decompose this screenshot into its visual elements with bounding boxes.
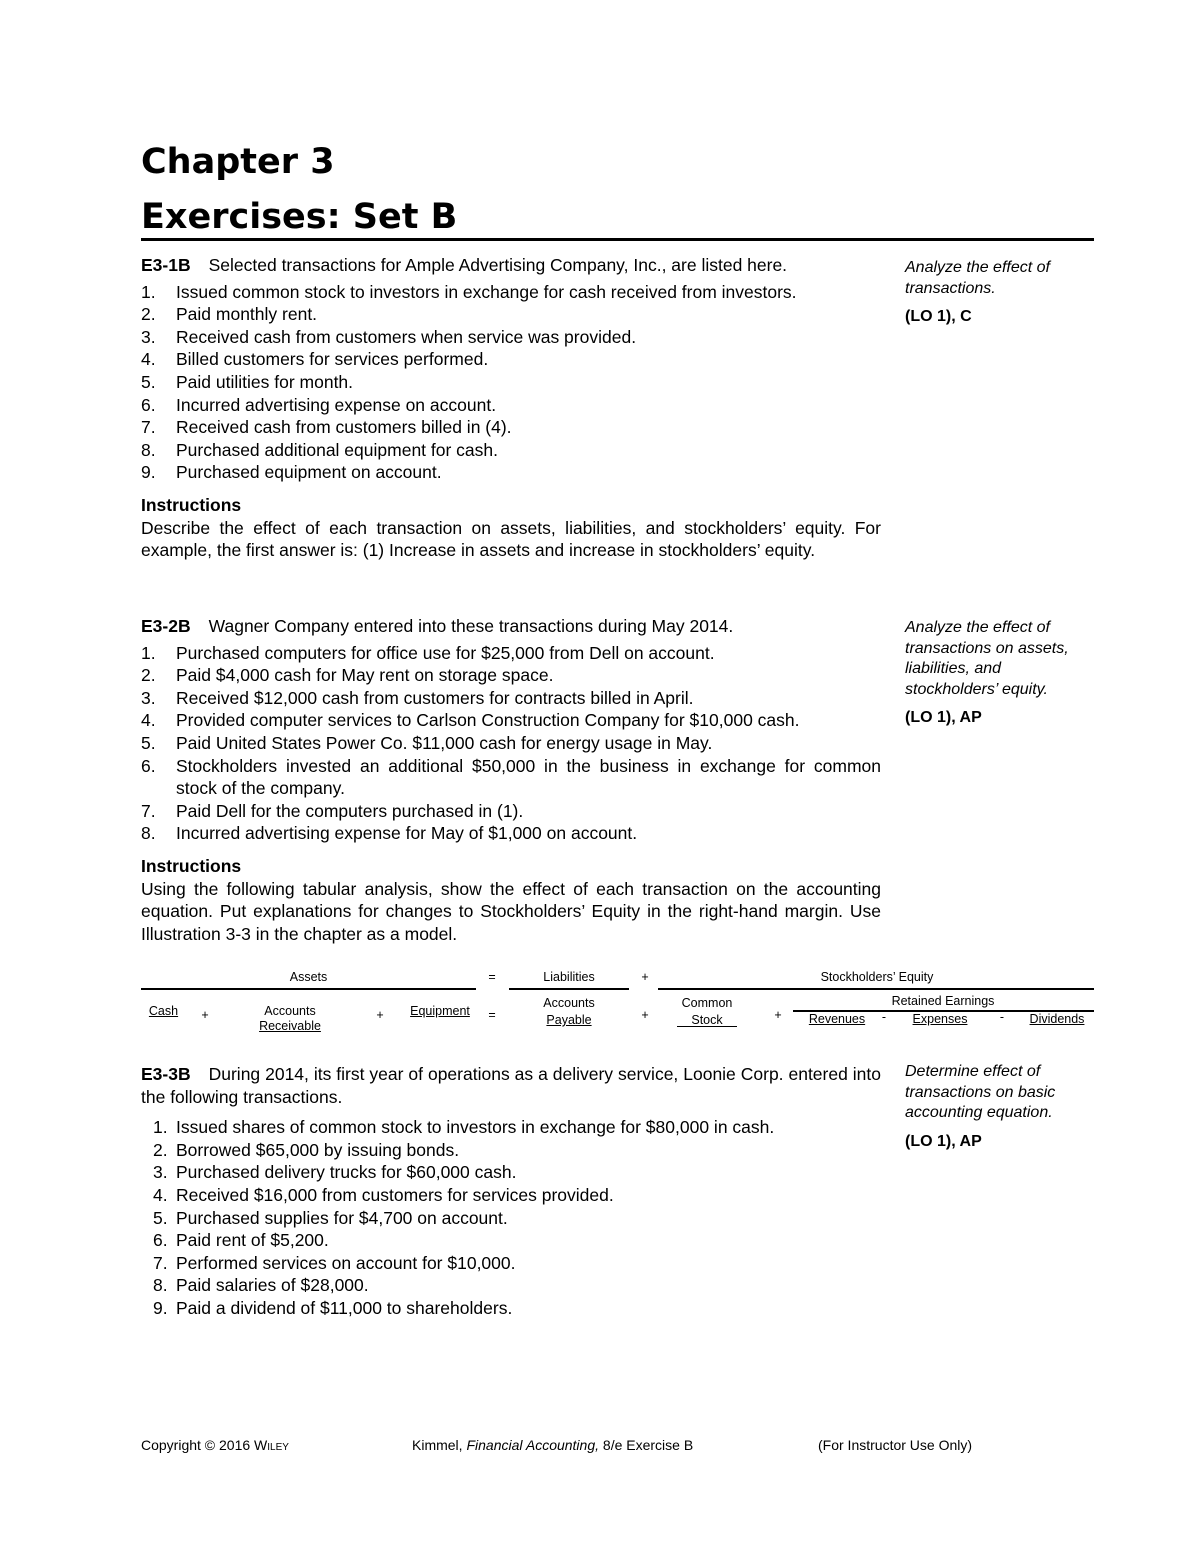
- list-item: 8. Paid salaries of $28,000.: [153, 1275, 369, 1296]
- list-item: 6. Stockholders invested an additional $50,000 in the business in exchange for common stock of the company.: [141, 755, 881, 799]
- list-item: 3. Purchased delivery trucks for $60,000 cash.: [153, 1162, 517, 1183]
- assets-header: Assets: [289, 970, 328, 984]
- dividends-column: Dividends: [1029, 1012, 1085, 1026]
- learning-objective-text: Determine effect of transactions on basic accounting equation.: [905, 1063, 1056, 1121]
- revenues-column: Revenues: [808, 1012, 866, 1026]
- instructions-heading: Instructions: [141, 494, 242, 515]
- exercise-header: [141, 254, 881, 277]
- list-item: 2. Paid monthly rent.: [141, 304, 318, 325]
- list-item: 5. Purchased supplies for $4,700 on account.: [153, 1207, 508, 1228]
- learning-objective-code: (LO 1), AP: [905, 709, 982, 726]
- liabilities-header: Liabilities: [543, 970, 595, 984]
- list-item: 5. Paid United States Power Co. $11,000 cash for energy usage in May.: [141, 732, 713, 753]
- list-item: 4. Provided computer services to Carlson Construction Company for $10,000 cash.: [141, 710, 800, 731]
- common-stock-column: Common Stock: [681, 996, 733, 1027]
- list-item: 1. Issued shares of common stock to investors in exchange for $80,000 in cash.: [153, 1117, 775, 1138]
- exercise-intro: During 2014, its first year of operations as a delivery service, Loonie Corp. entered into the following transactions.: [141, 1064, 881, 1107]
- exercise-id: E3-2B: [141, 616, 191, 636]
- assets-rule: [141, 988, 476, 990]
- publisher-name: Wiley: [254, 1437, 289, 1453]
- list-item: 4. Received $16,000 from customers for services provided.: [153, 1184, 614, 1205]
- exercise-e3-2b: [141, 615, 881, 945]
- list-item: 7. Received cash from customers billed in (4).: [141, 417, 512, 438]
- minus-sign: -: [999, 1010, 1005, 1024]
- accounts-payable-column: Accounts Payable: [543, 996, 595, 1027]
- cash-column: Cash: [148, 1004, 179, 1018]
- list-item: 6. Incurred advertising expense on account.: [141, 394, 497, 415]
- footer-book: Kimmel, Financial Accounting, 8/e Exercise B: [412, 1437, 694, 1453]
- equals-sign: =: [488, 1008, 496, 1022]
- equity-header: Stockholders’ Equity: [820, 970, 934, 984]
- list-item: 8. Incurred advertising expense for May of $1,000 on account.: [141, 823, 638, 844]
- instructions-heading: Instructions: [141, 855, 242, 876]
- list-item: 8. Purchased additional equipment for cash.: [141, 439, 499, 460]
- plus-sign: +: [376, 1008, 384, 1022]
- expenses-column: Expenses: [912, 1012, 968, 1026]
- plus-sign: +: [641, 970, 649, 984]
- retained-earnings-header: Retained Earnings: [891, 994, 995, 1008]
- footer-copyright: Copyright © 2016 Wiley: [141, 1437, 289, 1453]
- list-item: 7. Paid Dell for the computers purchased in (1).: [141, 800, 524, 821]
- chapter-title: Chapter 3: [141, 142, 335, 182]
- list-item: 3. Received cash from customers when service was provided.: [141, 326, 637, 347]
- list-item: 3. Received $12,000 cash from customers for contracts billed in April.: [141, 687, 694, 708]
- footer-restriction: (For Instructor Use Only): [818, 1437, 973, 1453]
- plus-sign: +: [641, 1008, 649, 1022]
- plus-sign: +: [774, 1008, 782, 1022]
- exercise-intro: Selected transactions for Ample Advertising Company, Inc., are listed here.: [208, 255, 788, 275]
- learning-objective-text: Analyze the effect of transactions on assets, liabilities, and stockholders’ equity.: [905, 619, 1069, 698]
- liabilities-rule: [509, 988, 629, 990]
- list-item: 2. Paid $4,000 cash for May rent on storage space.: [141, 665, 554, 686]
- list-item: 6. Paid rent of $5,200.: [153, 1230, 329, 1251]
- common-stock-rule: [677, 1026, 737, 1027]
- list-item: 1. Purchased computers for office use for $25,000 from Dell on account.: [141, 642, 715, 663]
- instructions-text: Describe the effect of each transaction on assets, liabilities, and stockholders’ equity. For example, the first answer is: (1) Increase in assets and increase in stockholders’ equity.: [141, 517, 881, 561]
- exercise-intro: Wagner Company entered into these transactions during May 2014.: [208, 616, 734, 636]
- learning-objective-code: (LO 1), AP: [905, 1132, 982, 1150]
- exercise-e3-3b: [141, 1063, 881, 1320]
- exercise-id: E3-1B: [141, 255, 191, 275]
- transaction-list: [141, 281, 881, 484]
- exercise-header: [141, 1063, 881, 1108]
- tabular-analysis: [141, 966, 1094, 1036]
- margin-note-e3-3b: [905, 1062, 1095, 1152]
- exercise-id: E3-3B: [141, 1064, 191, 1084]
- list-item: 2. Borrowed $65,000 by issuing bonds.: [153, 1139, 460, 1160]
- list-item: 9. Purchased equipment on account.: [141, 462, 442, 483]
- transaction-list: [141, 1116, 881, 1319]
- list-item: 9. Paid a dividend of $11,000 to shareholders.: [153, 1297, 513, 1318]
- plus-sign: +: [201, 1008, 209, 1022]
- equity-rule: [658, 988, 1094, 990]
- set-title: Exercises: Set B: [141, 197, 458, 237]
- exercise-e3-1b: [141, 254, 881, 562]
- margin-note-e3-1b: [905, 258, 1095, 328]
- list-item: 7. Performed services on account for $10,000.: [153, 1252, 516, 1273]
- learning-objective-text: Analyze the effect of transactions.: [905, 259, 1050, 297]
- transaction-list: [141, 642, 881, 845]
- minus-sign: -: [881, 1010, 887, 1024]
- list-item: 4. Billed customers for services performed.: [141, 349, 489, 370]
- margin-note-e3-2b: [905, 618, 1095, 729]
- equipment-column: Equipment: [410, 1004, 470, 1018]
- equals-sign: =: [488, 970, 496, 984]
- list-item: 5. Paid utilities for month.: [141, 371, 354, 392]
- learning-objective-code: (LO 1), C: [905, 308, 972, 325]
- list-item: 1. Issued common stock to investors in exchange for cash received from investors.: [141, 281, 797, 302]
- accounts-receivable-column: Accounts Receivable: [259, 1004, 321, 1033]
- title-rule: [141, 238, 1094, 241]
- instructions-text: Using the following tabular analysis, show the effect of each transaction on the accounting equation. Put explanations for changes to Stockholders’ Equity in the right-hand margin. Use Illustration 3-3 in the chapter as a model.: [141, 878, 881, 944]
- exercise-header: [141, 615, 881, 638]
